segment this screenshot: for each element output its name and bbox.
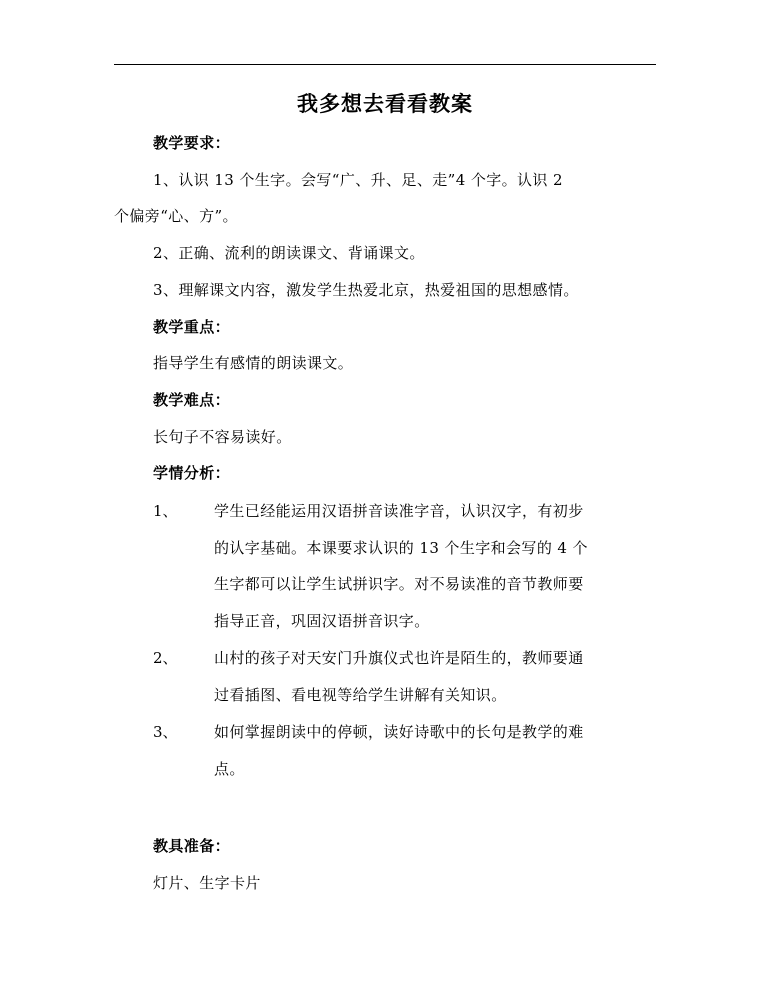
requirement-1-line-1: 1、认识 13 个生字。会写“广、升、足、走”4 个字。认识 2 [153, 171, 563, 189]
requirement-2: 2、正确、流利的朗读课文、背诵课文。 [153, 244, 425, 262]
requirement-3: 3、理解课文内容，激发学生热爱北京，热爱祖国的思想感情。 [153, 281, 579, 299]
materials-heading: 教具准备： [153, 837, 231, 855]
difficulty-heading: 教学难点： [153, 391, 231, 409]
analysis-item-3-number: 3、 [153, 723, 178, 741]
analysis-item-1-line-3: 生字都可以让学生试拼识字。对不易读准的音节教师要 [214, 575, 584, 593]
analysis-item-2-line-1: 山村的孩子对天安门升旗仪式也许是陌生的，教师要通 [214, 649, 584, 667]
header-rule [114, 64, 656, 65]
analysis-item-1-line-4: 指导正音，巩固汉语拼音识字。 [214, 612, 430, 630]
analysis-item-2-number: 2、 [153, 649, 178, 667]
analysis-heading: 学情分析： [153, 464, 231, 482]
analysis-item-1-line-2: 的认字基础。本课要求认识的 13 个生字和会写的 4 个 [214, 539, 588, 557]
materials-text: 灯片、生字卡片 [153, 874, 261, 892]
difficulty-text: 长句子不容易读好。 [153, 428, 292, 446]
requirements-heading: 教学要求： [153, 134, 231, 152]
document-title: 我多想去看看教案 [297, 91, 473, 116]
key-point-heading: 教学重点： [153, 318, 231, 336]
analysis-item-1-line-1: 学生已经能运用汉语拼音读准字音，认识汉字，有初步 [214, 502, 584, 520]
analysis-item-3-line-1: 如何掌握朗读中的停顿，读好诗歌中的长句是教学的难 [214, 723, 584, 741]
requirement-1-line-2: 个偏旁“心、方”。 [114, 207, 238, 225]
analysis-item-3-line-2: 点。 [214, 760, 245, 778]
analysis-item-2-line-2: 过看插图、看电视等给学生讲解有关知识。 [214, 686, 507, 704]
analysis-item-1-number: 1、 [153, 502, 178, 520]
key-point-text: 指导学生有感情的朗读课文。 [153, 354, 354, 372]
